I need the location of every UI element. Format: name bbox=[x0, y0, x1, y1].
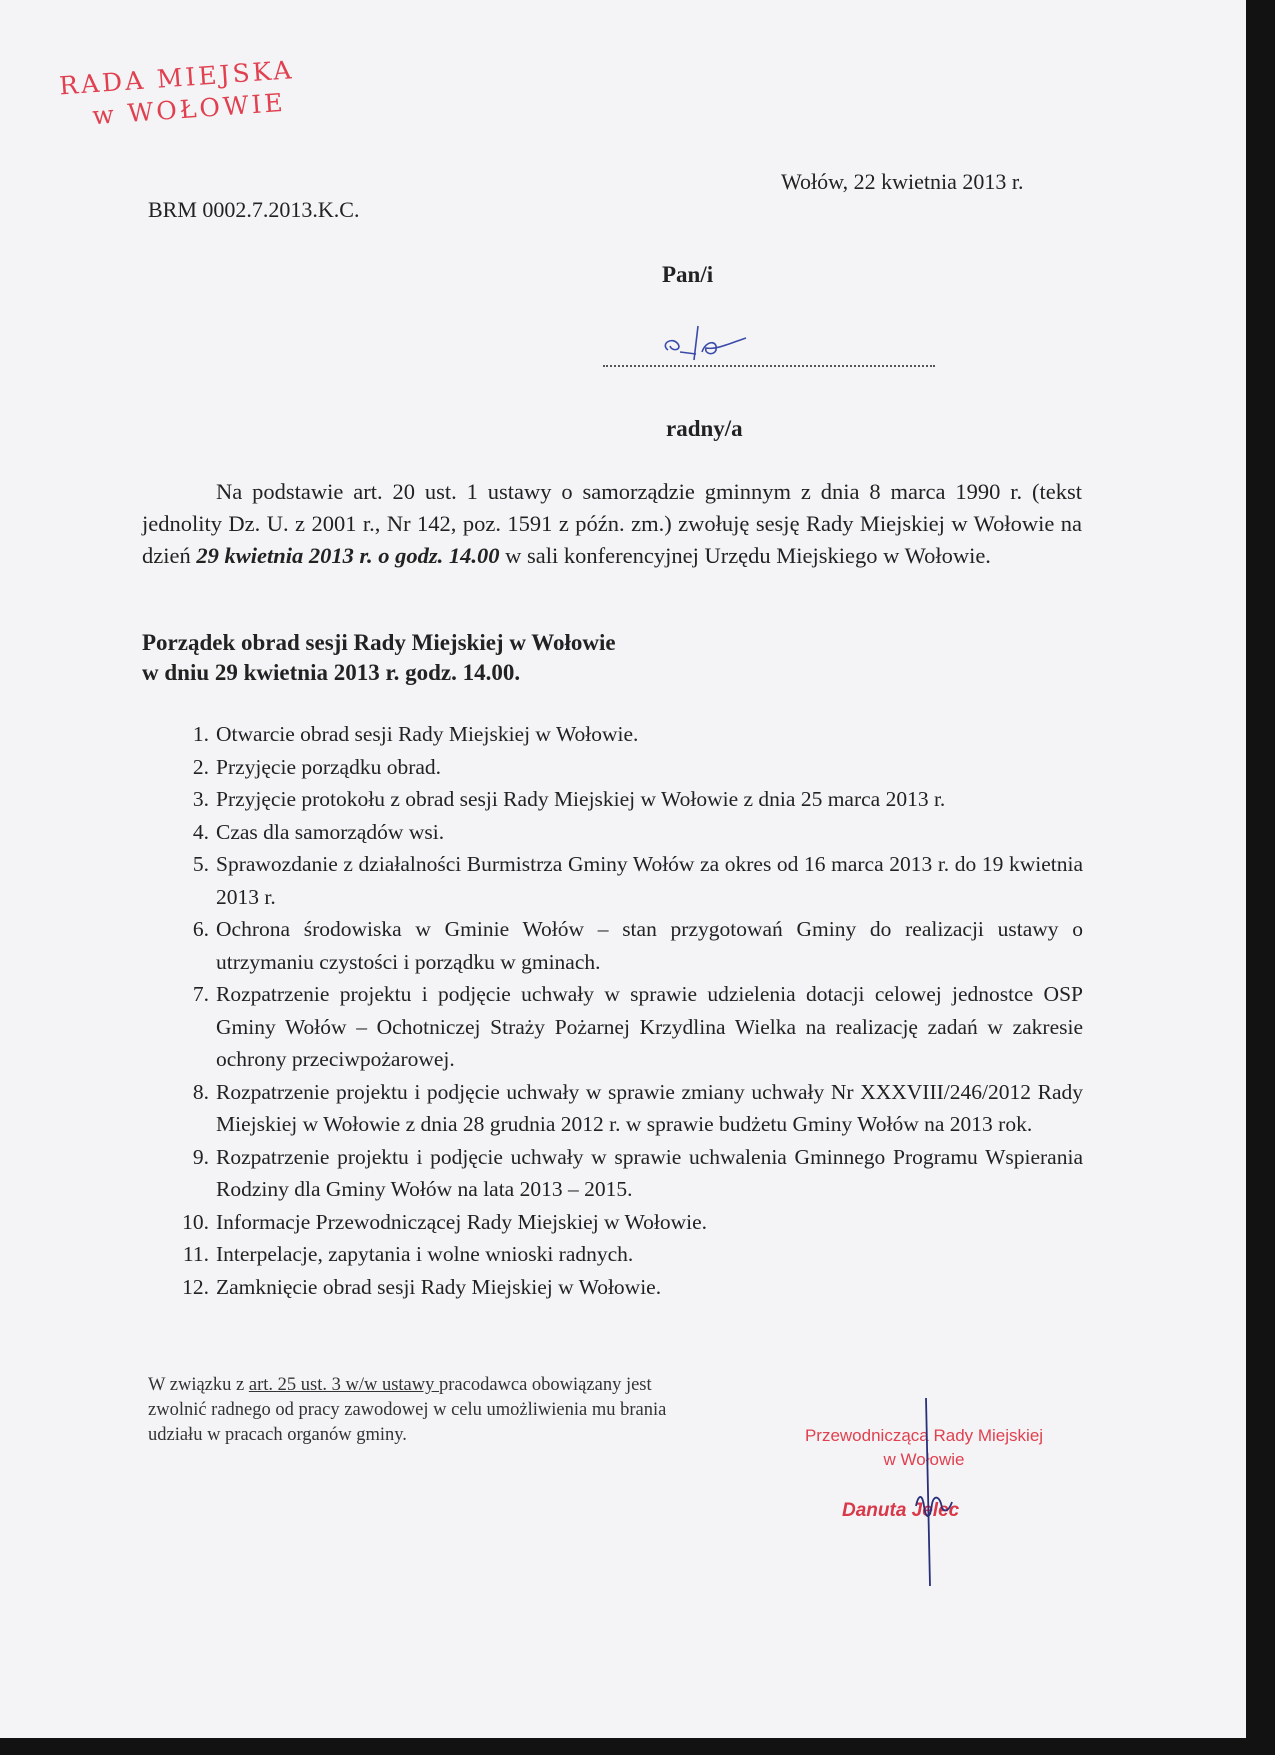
item-text: Czas dla samorządów wsi. bbox=[216, 819, 445, 844]
item-number: 8. bbox=[192, 1079, 209, 1104]
list-item bbox=[173, 1076, 1083, 1141]
item-text: Sprawozdanie z działalności Burmistrza Gminy Wołów za okres od 16 marca 2013 r. do 19 kwietnia 2013 r. bbox=[216, 852, 1083, 909]
item-number: 3. bbox=[192, 787, 209, 811]
item-text: Rozpatrzenie projektu i podjęcie uchwały w sprawie uchwalenia Gminnego Programu Wspierania Rodziny dla Gminy Wołów na lata 2013 – 2015. bbox=[216, 1144, 1083, 1201]
stamp-line-1: RADA MIEJSKA bbox=[58, 55, 296, 101]
note-article-reference: art. 25 ust. 3 w/w ustawy bbox=[248, 1375, 439, 1395]
intro-text-after: w sali konferencyjnej Urzędu Miejskiego w Wołowie. bbox=[499, 543, 991, 568]
agenda-heading bbox=[142, 628, 616, 688]
item-number: 4. bbox=[192, 819, 209, 844]
list-item bbox=[173, 978, 1083, 1076]
list-item bbox=[173, 816, 1083, 849]
agenda-heading-line-1: Porządek obrad sesji Rady Miejskiej w Wołowie bbox=[142, 630, 616, 655]
item-number: 5. bbox=[192, 852, 209, 876]
agenda-heading-line-2: w dniu 29 kwietnia 2013 r. godz. 14.00. bbox=[142, 660, 521, 685]
item-text: Zamknięcie obrad sesji Rady Miejskiej w Wołowie. bbox=[216, 1274, 662, 1299]
list-item bbox=[173, 1206, 1083, 1239]
list-item bbox=[173, 1271, 1083, 1304]
session-date-emphasis: 29 kwietnia 2013 r. o godz. 14.00 bbox=[196, 543, 500, 568]
addressee-role: radny/a bbox=[666, 416, 743, 441]
chair-title-line-1: Przewodnicząca Rady Miejskiej bbox=[804, 1426, 1044, 1445]
list-item bbox=[173, 751, 1083, 784]
agenda-list bbox=[173, 718, 1083, 1303]
item-number: 6. bbox=[192, 917, 209, 941]
list-item bbox=[173, 1238, 1083, 1271]
item-text: Informacje Przewodniczącej Rady Miejskiej w Wołowie. bbox=[216, 1209, 708, 1234]
item-number: 11. bbox=[182, 1242, 209, 1266]
reference-number: BRM 0002.7.2013.K.C. bbox=[148, 197, 360, 222]
note-prefix: W związku z bbox=[148, 1375, 249, 1395]
stamp-line-2: w WOŁOWIE bbox=[91, 87, 287, 131]
chair-name: Danuta Jelec bbox=[842, 1500, 960, 1521]
item-number: 1. bbox=[192, 722, 209, 746]
item-text: Rozpatrzenie projektu i podjęcie uchwały w sprawie zmiany uchwały Nr XXXVIII/246/2012 Rady Miejskiej w Wołowie z dnia 28 grudnia 2012 r. w sprawie budżetu Gminy Wołów na 2013 rok. bbox=[216, 1079, 1083, 1136]
intro-text-before: Na podstawie art. 20 ust. 1 ustawy o samorządzie gminnym z dnia 8 marca 1990 r. (tekst jednolity Dz. U. z 2001 r., Nr 142, poz. 1591 z późn. zm.) zwołuję sesję Rady Miejskiej w Wołowie na dzień bbox=[142, 479, 1082, 568]
list-item bbox=[173, 1141, 1083, 1206]
handwritten-signature bbox=[880, 1396, 980, 1596]
item-text: Przyjęcie protokołu z obrad sesji Rady Miejskiej w Wołowie z dnia 25 marca 2013 r. bbox=[216, 787, 946, 811]
intro-paragraph bbox=[142, 476, 1082, 572]
item-number: 12. bbox=[182, 1274, 209, 1299]
item-text: Przyjęcie porządku obrad. bbox=[216, 754, 442, 779]
letter-date: Wołów, 22 kwietnia 2013 r. bbox=[781, 169, 1024, 194]
employer-note bbox=[148, 1373, 668, 1448]
item-number: 7. bbox=[192, 982, 209, 1006]
list-item bbox=[173, 913, 1083, 978]
note-text: pracodawca obowiązany jest zwolnić radnego od pracy zawodowej w celu umożliwienia mu brania udziału w pracach organów gminy. bbox=[148, 1375, 667, 1445]
council-stamp bbox=[52, 34, 338, 143]
item-text: Interpelacje, zapytania i wolne wnioski radnych. bbox=[216, 1242, 634, 1266]
item-text: Rozpatrzenie projektu i podjęcie uchwały w sprawie udzielenia dotacji celowej jednostce OSP Gminy Wołów – Ochotniczej Straży Pożarnej Krzydlina Wielka na realizację zadań w zakresie ochrony przeciwpożarowej. bbox=[216, 982, 1083, 1071]
chair-title-line-2: w Wołowie bbox=[883, 1450, 965, 1469]
list-item bbox=[173, 783, 1083, 816]
item-number: 2. bbox=[192, 754, 209, 779]
item-number: 9. bbox=[192, 1144, 209, 1169]
item-text: Ochrona środowiska w Gminie Wołów – stan przygotowań Gminy do realizacji ustawy o utrzymaniu czystości i porządku w gminach. bbox=[216, 917, 1083, 974]
item-number: 10. bbox=[182, 1209, 209, 1234]
list-item bbox=[173, 718, 1083, 751]
item-text: Otwarcie obrad sesji Rady Miejskiej w Wołowie. bbox=[216, 722, 639, 746]
addressee-name-line bbox=[603, 365, 935, 367]
addressee-title: Pan/i bbox=[662, 262, 714, 287]
list-item bbox=[173, 848, 1083, 913]
handwritten-initials bbox=[658, 322, 758, 362]
